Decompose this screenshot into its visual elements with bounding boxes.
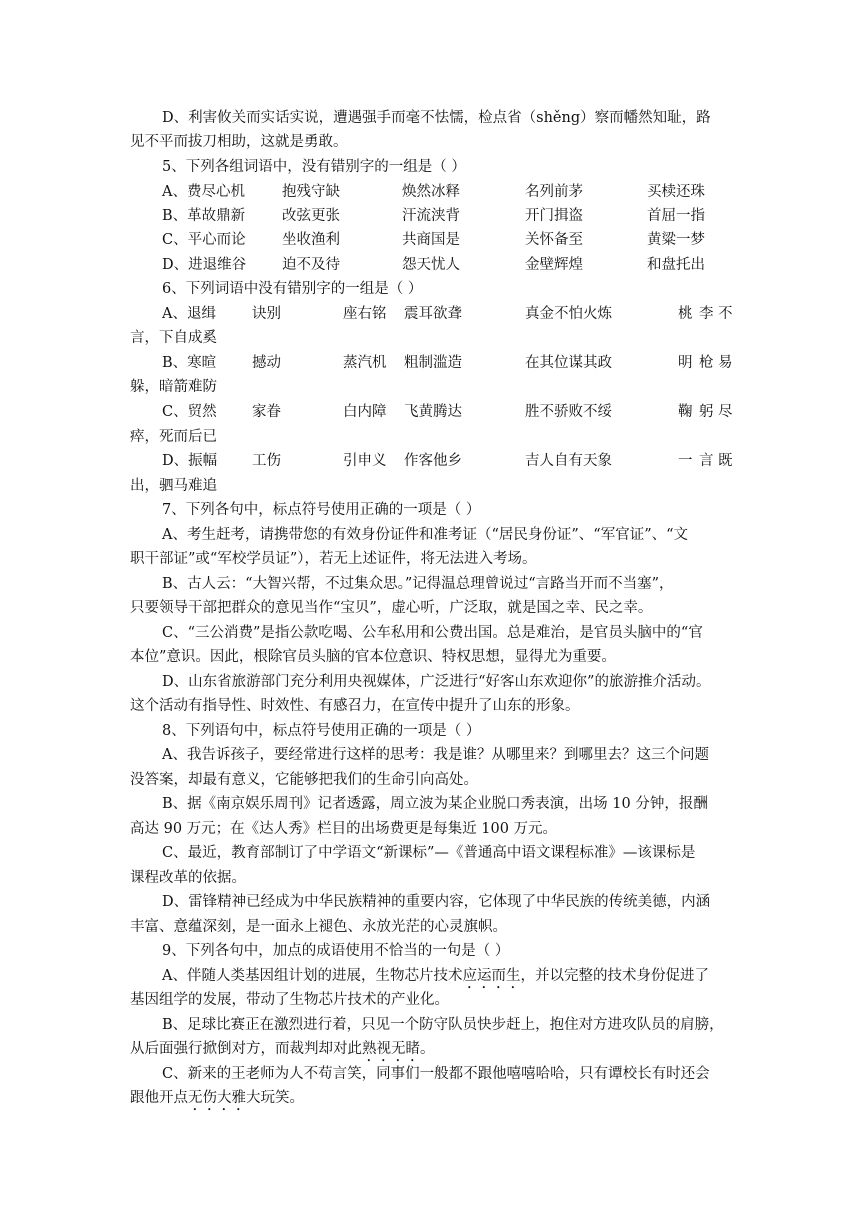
q9-a-text-post: ，并以完整的技术身份促进了 [520, 968, 709, 984]
q6-d-word-4: 作客他乡 [404, 453, 462, 469]
q6-a-split-1: 桃 [678, 306, 693, 322]
q6-b-word-2: 撼动 [252, 355, 281, 371]
q6-a-word-5: 真金不怕火炼 [525, 306, 612, 322]
q5-c-word-5: 黄粱一梦 [647, 232, 705, 248]
q5-d-word-3: 怨天忧人 [402, 257, 460, 273]
q7-option-a-line2: 职干部证”或“军校学员证”），若无上述证件，将无法进入考场。 [130, 551, 537, 567]
q6-d-split-3: 既 [718, 453, 733, 469]
q6-c-split-2: 躬 [699, 404, 714, 420]
q8-option-a-line2: 没答案，却最有意义，它能够把我们的生命引向高处。 [130, 772, 478, 788]
q7-stem: 7、下列各句中，标点符号使用正确的一项是（ ） [162, 502, 481, 518]
q9-b-emphasized-idiom: 熟视无睹 [362, 1041, 420, 1057]
q5-a-word-2: 抱残守缺 [282, 184, 340, 200]
q8-option-a-line1: A、我告诉孩子，要经常进行这样的思考：我是谁？从哪里来？到哪里去？这三个问题 [162, 747, 709, 763]
q9-c-text-post: 大玩笑。 [246, 1090, 304, 1106]
q6-stem: 6、下列词语中没有错别字的一组是（ ） [162, 281, 423, 297]
q7-option-d-line1: D、山东省旅游部门充分利用央视媒体，广泛进行“好客山东欢迎你”的旅游推介活动。 [162, 674, 711, 690]
q7-option-a-line1: A、考生赶考，请携带您的有效身份证件和准考证（“居民身份证”、“军官证”、“文 [162, 527, 689, 543]
q9-a-emphasized-idiom: 应运而生 [462, 968, 521, 984]
q9-option-c-line1: C、新来的王老师为人不苟言笑，同事们一般都不跟他嘻嘻哈哈，只有谭校长有时还会 [162, 1066, 710, 1082]
q5-d-word-1: D、进退维谷 [162, 257, 247, 273]
q6-a-split-3: 不 [718, 306, 733, 322]
q5-a-word-4: 名列前茅 [525, 184, 583, 200]
q6-b-word-1: B、寒暄 [162, 355, 217, 371]
q7-option-b-line2: 只要领导干部把群众的意见当作“宝贝”，虚心听，广泛取，就是国之幸、民之幸。 [130, 600, 653, 616]
q9-option-c-line2 [130, 1089, 304, 1114]
q5-c-word-4: 关怀备至 [525, 232, 583, 248]
q8-option-c-line2: 课程改革的依据。 [130, 870, 246, 886]
q9-option-a-line1 [162, 967, 709, 992]
q5-a-word-3: 焕然冰释 [402, 184, 460, 200]
q5-c-word-1: C、平心而论 [162, 232, 246, 248]
q5-a-word-1: A、费尽心机 [162, 184, 245, 200]
q9-option-a-line2: 基因组学的发展，带动了生物芯片技术的产业化。 [130, 992, 449, 1008]
q6-c-word-5: 胜不骄败不绥 [525, 404, 612, 420]
q8-option-b-line1: B、据《南京娱乐周刊》记者透露，周立波为某企业脱口秀表演，出场 10 分钟，报酬 [162, 796, 708, 812]
q6-d-word-2: 工伤 [252, 453, 281, 469]
q6-c-word-1: C、贸然 [162, 404, 217, 420]
q8-stem: 8、下列语句中，标点符号使用正确的一项是（ ） [162, 723, 481, 739]
q8-option-d-line1: D、雷锋精神已经成为中华民族精神的重要内容，它体现了中华民族的传统美德，内涵 [162, 894, 711, 910]
q7-option-b-line1: B、古人云：“大智兴帮，不过集众思。”记得温总理曾说过“言路当开而不当塞”， [162, 576, 674, 592]
q7-option-c-line1: C、“三公消费”是指公款吃喝、公车私用和公费出国。总是难治，是官员头脑中的“官 [162, 625, 703, 641]
q9-b-text-post: 。 [420, 1041, 435, 1057]
q6-b-word-3: 蒸汽机 [343, 355, 387, 371]
q6-a-split-2: 李 [699, 306, 714, 322]
q6-c-split-1: 鞠 [678, 404, 693, 420]
q8-option-b-line2: 高达 90 万元；在《达人秀》栏目的出场费更是每集近 100 万元。 [130, 821, 558, 837]
q9-option-b-line1: B、足球比赛正在激烈进行着，只见一个防守队员快步赶上，抱住对方进攻队员的肩膀， [162, 1017, 724, 1033]
q9-a-text-pre: A、伴随人类基因组计划的进展，生物芯片技术 [162, 968, 463, 984]
q6-a-word-4: 震耳欲聋 [404, 306, 462, 322]
q7-option-c-line2: 本位”意识。因此，根除官员头脑的官本位意识、特权思想，显得尤为重要。 [130, 649, 616, 665]
q6-b-split-2: 枪 [699, 355, 714, 371]
q5-d-word-4: 金壁辉煌 [525, 257, 583, 273]
q6-c-word-2: 家眷 [252, 404, 281, 420]
q5-d-word-5: 和盘托出 [647, 257, 705, 273]
q6-c-word-4: 飞黄腾达 [404, 404, 462, 420]
q5-b-word-3: 汗流浃背 [402, 208, 460, 224]
q8-option-d-line2: 丰富、意蕴深刻，是一面永上褪色、永放光茫的心灵旗帜。 [130, 919, 507, 935]
q9-b-text-pre: 从后面强行掀倒对方，而裁判却对此 [130, 1041, 362, 1057]
q4-option-d-line1: D、利害攸关而实话实说，遭遇强手而毫不怯懦，检点省（shěng）察而幡然知耻，路 [162, 110, 711, 126]
q5-stem: 5、下列各组词语中，没有错别字的一组是（ ） [162, 159, 466, 175]
q5-d-word-2: 迫不及待 [282, 257, 340, 273]
q6-c-word-3: 白内障 [343, 404, 387, 420]
q5-c-word-3: 共商国是 [402, 232, 460, 248]
q6-b-split-1: 明 [678, 355, 693, 371]
q5-c-word-2: 坐收渔利 [282, 232, 340, 248]
q5-b-word-2: 改弦更张 [282, 208, 340, 224]
q6-b-word-4: 粗制滥造 [404, 355, 462, 371]
q9-stem: 9、下列各句中，加点的成语使用不恰当的一句是（ ） [162, 943, 510, 959]
q7-option-d-line2: 这个活动有指导性、时效性、有感召力，在宣传中提升了山东的形象。 [130, 698, 580, 714]
q6-b-continuation: 躲，暗箭难防 [130, 379, 217, 395]
q6-d-word-3: 引申义 [343, 453, 387, 469]
q6-a-word-3: 座右铭 [343, 306, 387, 322]
q5-a-word-5: 买椟还珠 [647, 184, 705, 200]
q6-d-continuation: 出，驷马难追 [130, 478, 217, 494]
q9-c-text-pre: 跟他开点 [130, 1090, 188, 1106]
q8-option-c-line1: C、最近，教育部制订了中学语文“新课标”—《普通高中语文课程标准》—该课标是 [162, 845, 696, 861]
q9-option-b-line2 [130, 1040, 435, 1065]
q6-d-word-5: 吉人自有天象 [525, 453, 612, 469]
q6-c-continuation: 瘁，死而后已 [130, 429, 217, 445]
q5-b-word-1: B、革故鼎新 [162, 208, 246, 224]
q9-c-emphasized-idiom: 无伤大雅 [188, 1090, 246, 1106]
q5-b-word-4: 开门揖盗 [525, 208, 583, 224]
q6-c-split-3: 尽 [718, 404, 733, 420]
q6-a-word-2: 诀别 [252, 306, 281, 322]
q6-d-split-2: 言 [699, 453, 714, 469]
q6-b-word-5: 在其位谋其政 [525, 355, 612, 371]
q6-a-word-1: A、退缉 [162, 306, 216, 322]
q6-a-continuation: 言，下自成奚 [130, 330, 217, 346]
q6-d-word-1: D、振幅 [162, 453, 218, 469]
q6-d-split-1: 一 [678, 453, 693, 469]
q6-b-split-3: 易 [718, 355, 733, 371]
q5-b-word-5: 首屈一指 [647, 208, 705, 224]
q4-option-d-line2: 见不平而拔刀相助，这就是勇敢。 [130, 134, 348, 150]
